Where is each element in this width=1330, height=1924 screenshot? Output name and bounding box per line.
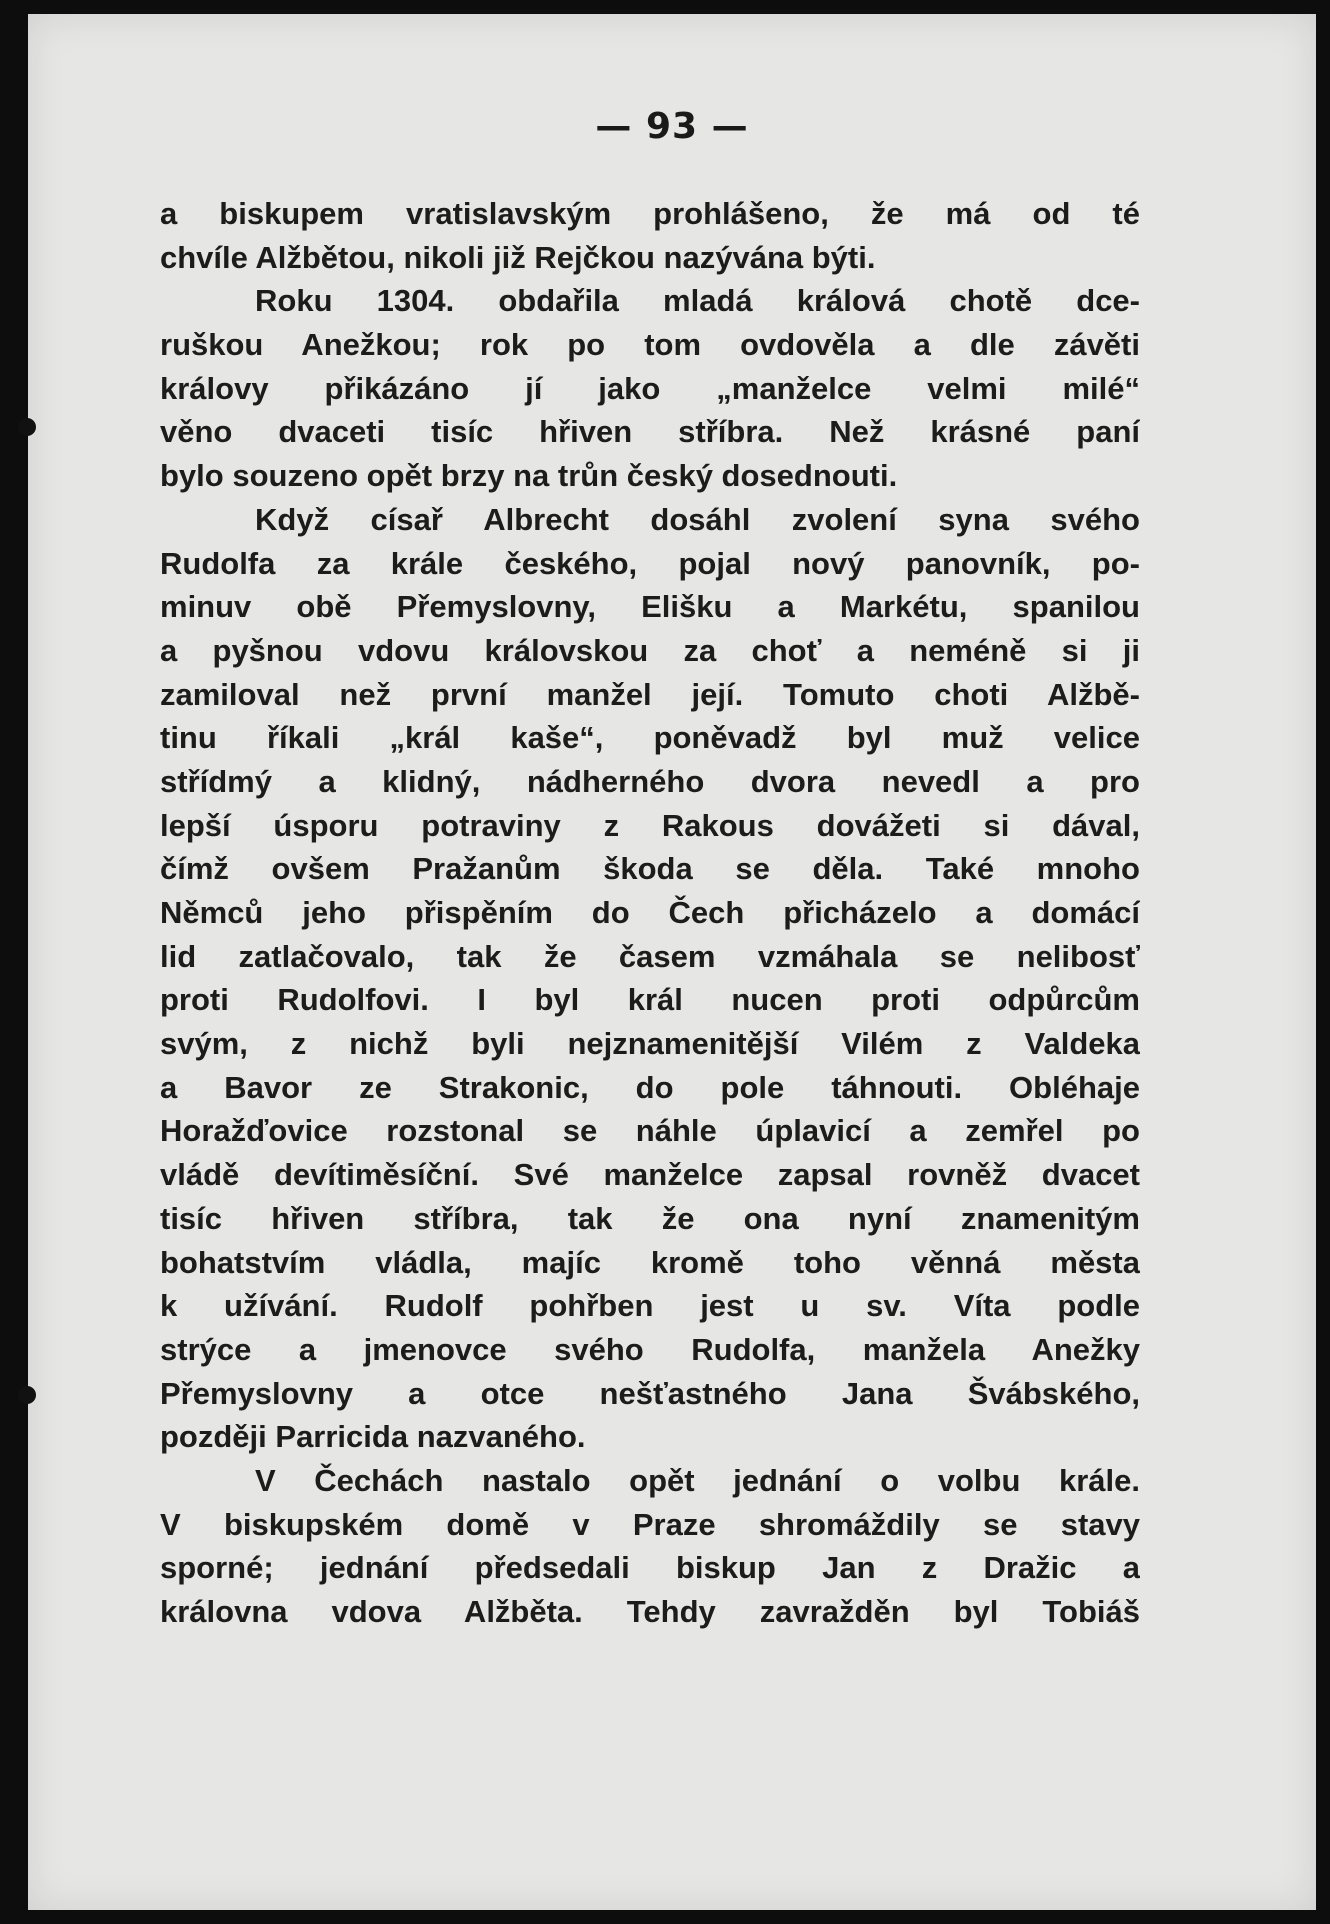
text-line: královna vdova Alžběta. Tehdy zavražděn byl Tobiáš — [160, 1594, 1140, 1629]
text-line: tinu říkali „král kaše“, poněvadž byl muž velice — [160, 720, 1140, 756]
text-line: vládě devítiměsíční. Své manželce zapsal rovněž dvacet — [160, 1157, 1140, 1193]
text-line: tisíc hřiven stříbra, tak že ona nyní znamenitým — [160, 1200, 1140, 1236]
text-line: později Parricida nazvaného. — [160, 1419, 586, 1455]
text-line: bylo souzeno opět brzy na trůn český dosednouti. — [160, 458, 898, 494]
text-line: lepší úsporu potraviny z Rakous dovážeti si dával, — [160, 807, 1140, 843]
text-line: strýce a jmenovce svého Rudolfa, manžela Anežky — [160, 1331, 1140, 1367]
book-page — [28, 14, 1316, 1910]
text-line: V biskupském domě v Praze shromáždily se stavy — [160, 1506, 1140, 1542]
text-line: svým, z nichž byli nejznamenitější Vilém z Valdeka — [160, 1026, 1140, 1062]
text-line: ruškou Anežkou; rok po tom ovdověla a dle závěti — [160, 327, 1140, 363]
text-line: chvíle Alžbětou, nikoli již Rejčkou nazývána býti. — [160, 239, 876, 275]
text-line: lid zatlačovalo, tak že časem vzmáhala se nelibosť — [160, 938, 1140, 974]
text-line: věno dvaceti tisíc hřiven stříbra. Než krásné paní — [160, 414, 1140, 450]
text-line: Když císař Albrecht dosáhl zvolení syna svého — [255, 501, 1140, 537]
text-line: V Čechách nastalo opět jednání o volbu krále. — [255, 1462, 1140, 1498]
binding-hole-mark — [18, 418, 36, 436]
text-line: Rudolfa za krále českého, pojal nový panovník, po- — [160, 545, 1140, 581]
text-line: královy přikázáno jí jako „manželce velmi milé“ — [160, 370, 1140, 406]
text-line: k užívání. Rudolf pohřben jest u sv. Víta podle — [160, 1288, 1140, 1324]
text-line: minuv obě Přemyslovny, Elišku a Markétu, spanilou — [160, 589, 1140, 625]
text-line: sporné; jednání předsedali biskup Jan z Dražic a — [160, 1550, 1140, 1586]
body-text — [160, 192, 1140, 1634]
text-line: Horažďovice rozstonal se náhle úplavicí a zemřel po — [160, 1113, 1140, 1149]
text-line: Roku 1304. obdařila mladá králová chotě dce- — [255, 283, 1140, 319]
text-line: proti Rudolfovi. I byl král nucen proti odpůrcům — [160, 982, 1140, 1018]
text-line: čímž ovšem Pražanům škoda se děla. Také mnoho — [160, 851, 1140, 887]
binding-hole-mark — [18, 1386, 36, 1404]
text-line: a pyšnou vdovu královskou za choť a neméně si ji — [160, 632, 1140, 668]
text-line: Přemyslovny a otce nešťastného Jana Švábského, — [160, 1375, 1140, 1411]
text-line: střídmý a klidný, nádherného dvora nevedl a pro — [160, 763, 1140, 799]
text-line: Němců jeho přispěním do Čech přicházelo a domácí — [160, 895, 1140, 930]
text-line: a biskupem vratislavským prohlášeno, že má od té — [160, 196, 1140, 231]
text-line: zamiloval než první manžel její. Tomuto choti Alžbě- — [160, 676, 1140, 712]
text-line: a Bavor ze Strakonic, do pole táhnouti. Obléhaje — [160, 1069, 1140, 1105]
page-number: — 93 — — [595, 106, 749, 147]
text-line: bohatstvím vládla, majíc kromě toho věnná města — [160, 1244, 1140, 1280]
